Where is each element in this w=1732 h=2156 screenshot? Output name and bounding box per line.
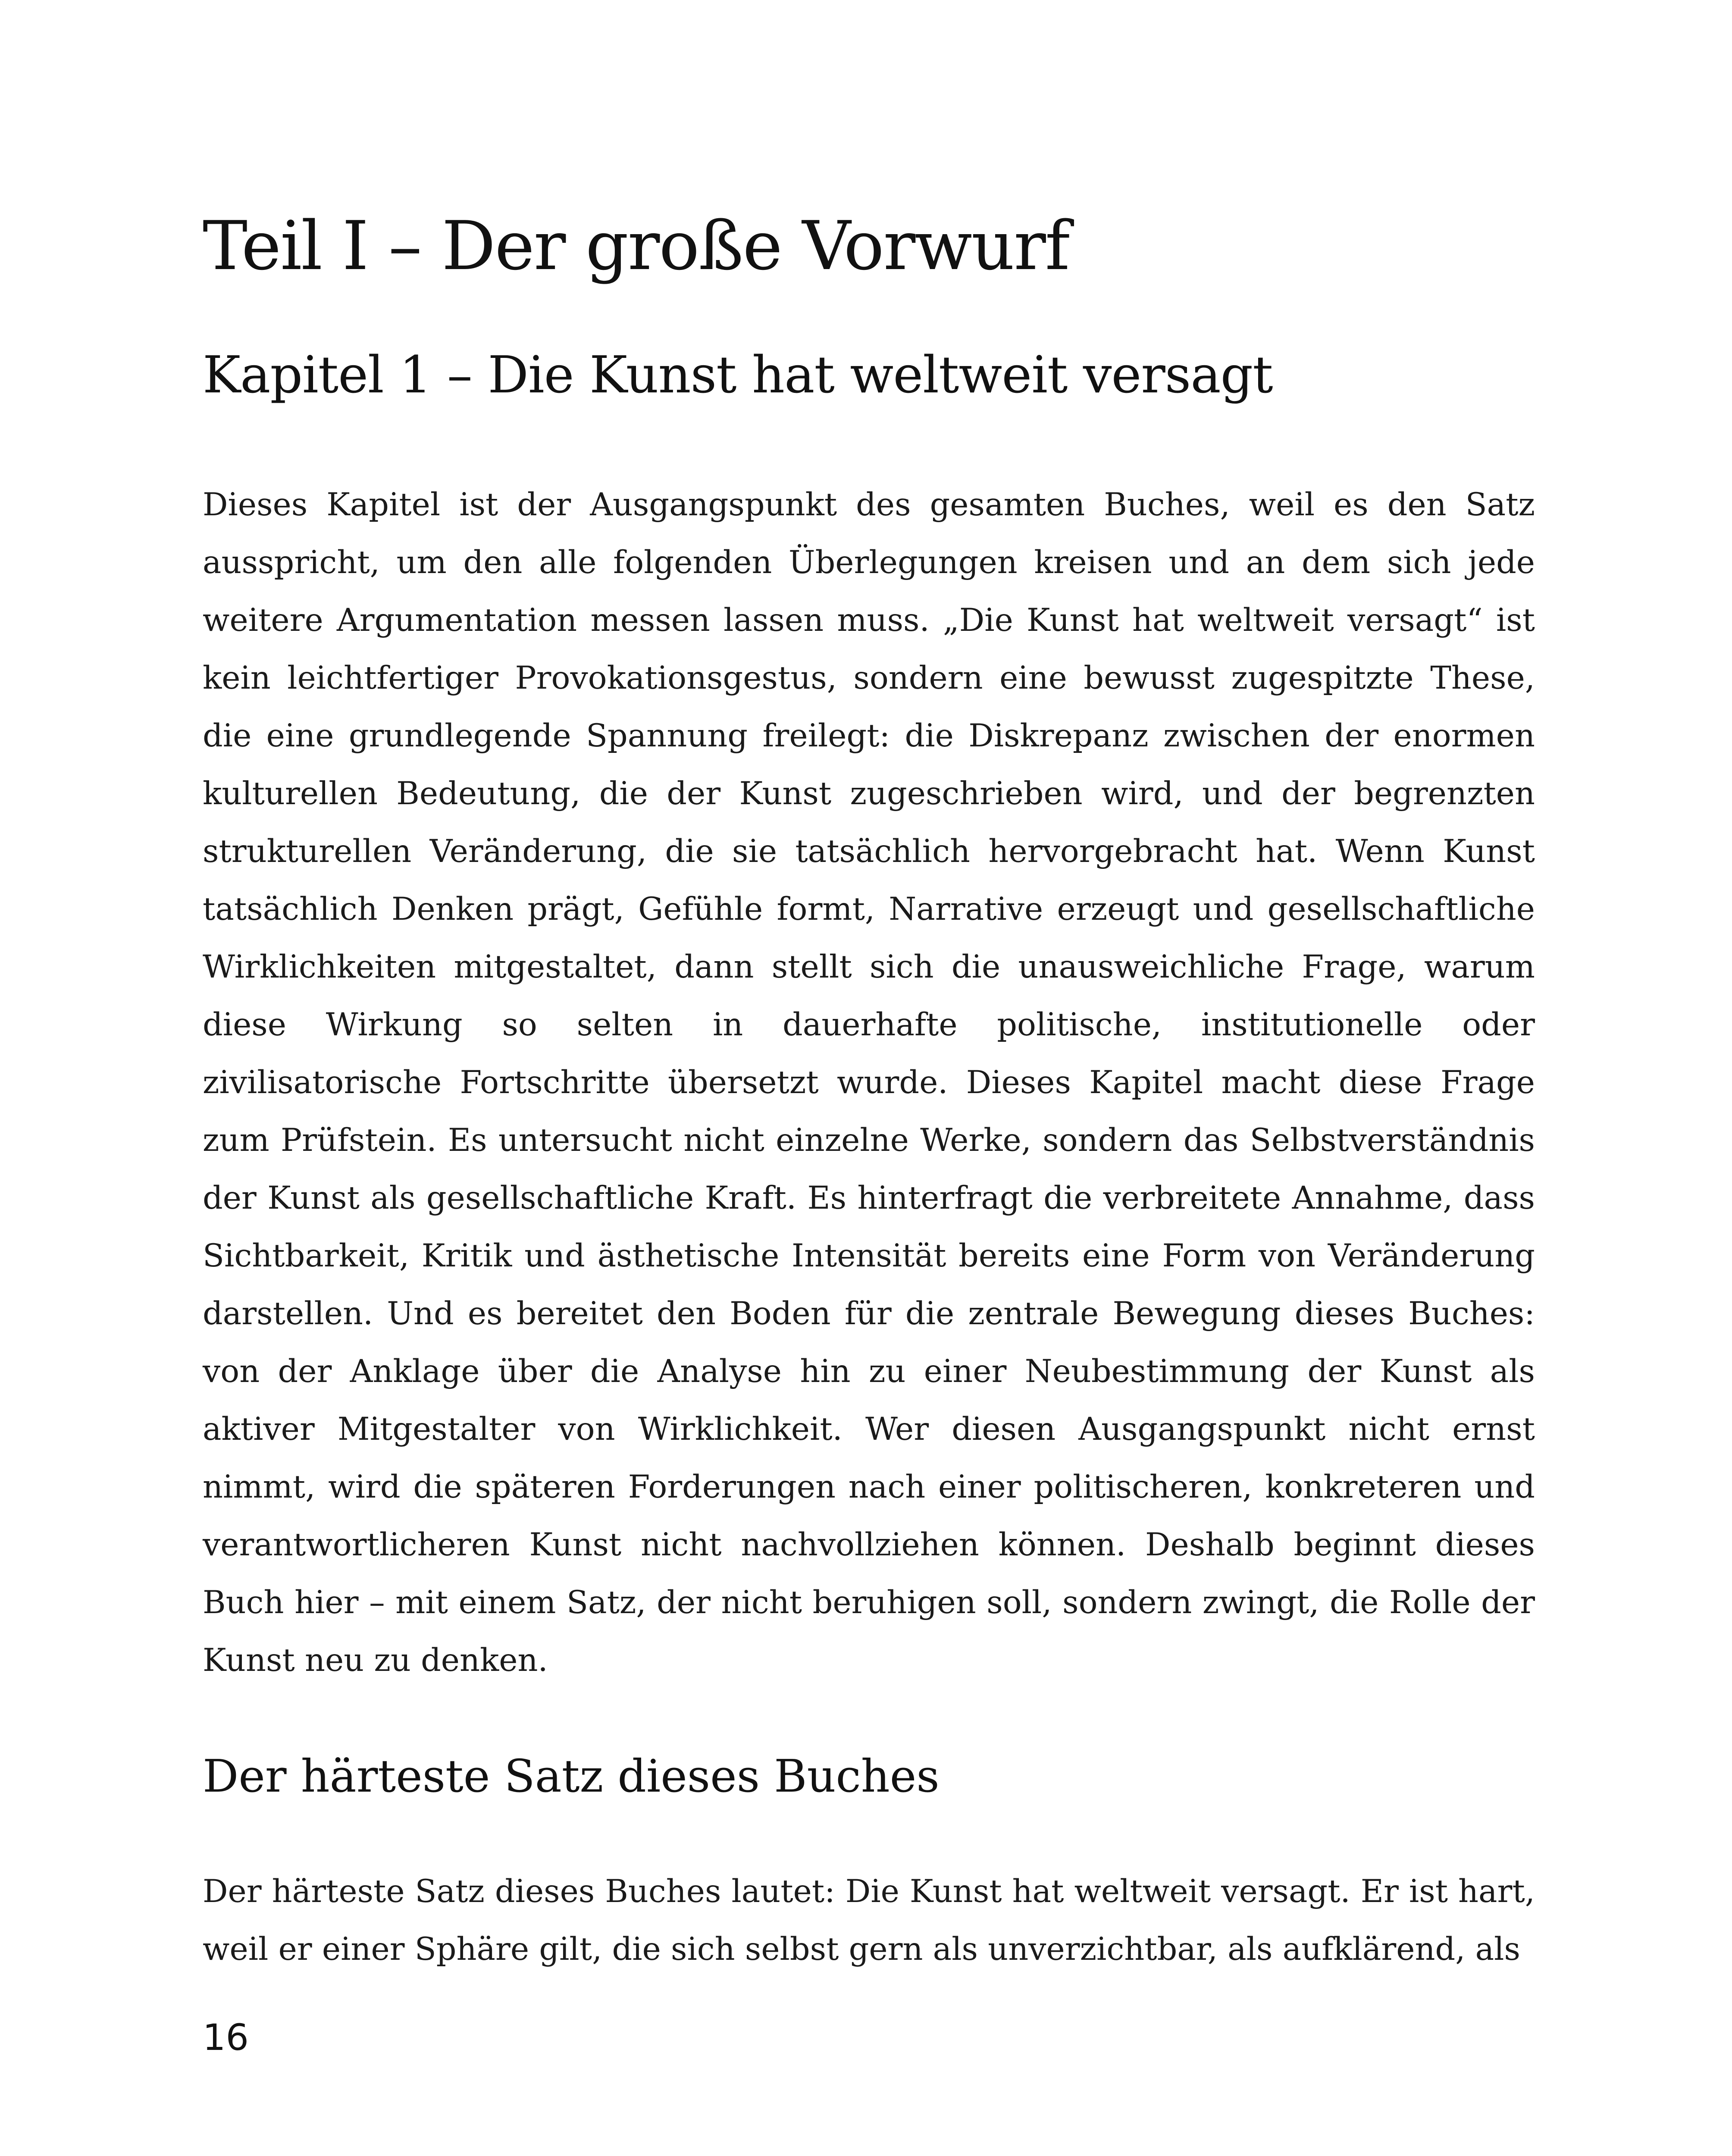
page-content (203, 203, 1535, 1978)
chapter-title: Kapitel 1 – Die Kunst hat weltweit versagt (203, 345, 1273, 404)
chapter-intro-paragraph: Dieses Kapitel ist der Ausgangspunkt des gesamten Buches, weil es den Satz ausspricht, um den alle folgenden Überlegungen kreisen und an dem sich jede weitere Argumentation messen lassen muss. „Die Kunst hat weltweit versagt“ ist kein leichtfertiger Provokationsgestus, sondern eine bewusst zugespitzte These, die eine grundlegende Spannung freilegt: die Diskrepanz zwischen der enormen kulturellen Bedeutung, die der Kunst zugeschrieben wird, und der begrenzten strukturellen Veränderung, die sie tatsächlich hervorgebracht hat. Wenn Kunst tatsächlich Denken prägt, Gefühle formt, Narrative erzeugt und gesellschaftliche Wirklichkeiten mitgestaltet, dann stellt sich die unausweichliche Frage, warum diese Wirkung so selten in dauerhafte politische, institutionelle oder zivilisatorische Fortschritte übersetzt wurde. Dieses Kapitel macht diese Frage zum Prüfstein. Es untersucht nicht einzelne Werke, sondern das Selbstverständnis der Kunst als gesellschaftliche Kraft. Es hinterfragt die verbreitete Annahme, dass Sichtbarkeit, Kritik und ästhetische Intensität bereits eine Form von Veränderung darstellen. Und es bereitet den Boden für die zentrale Bewegung dieses Buches: von der Anklage über die Analyse hin zu einer Neubestimmung der Kunst als aktiver Mitgestalter von Wirklichkeit. Wer diesen Ausgangspunkt nicht ernst nimmt, wird die späteren Forderungen nach einer politischeren, konkreteren und verantwortlicheren Kunst nicht nachvollziehen können. Deshalb beginnt dieses Buch hier – mit einem Satz, der nicht beruhigen soll, sondern zwingt, die Rolle der Kunst neu zu denken. (203, 486, 1535, 1679)
section-paragraph: Der härteste Satz dieses Buches lautet: Die Kunst hat weltweit versagt. Er ist hart, weil er einer Sphäre gilt, die sich selbst gern als unverzichtbar, als aufklärend, als (203, 1873, 1535, 1968)
page-number: 16 (203, 2016, 249, 2059)
part-title: Teil I – Der große Vorwurf (203, 207, 1069, 285)
section-title: Der härteste Satz dieses Buches (203, 1750, 940, 1802)
